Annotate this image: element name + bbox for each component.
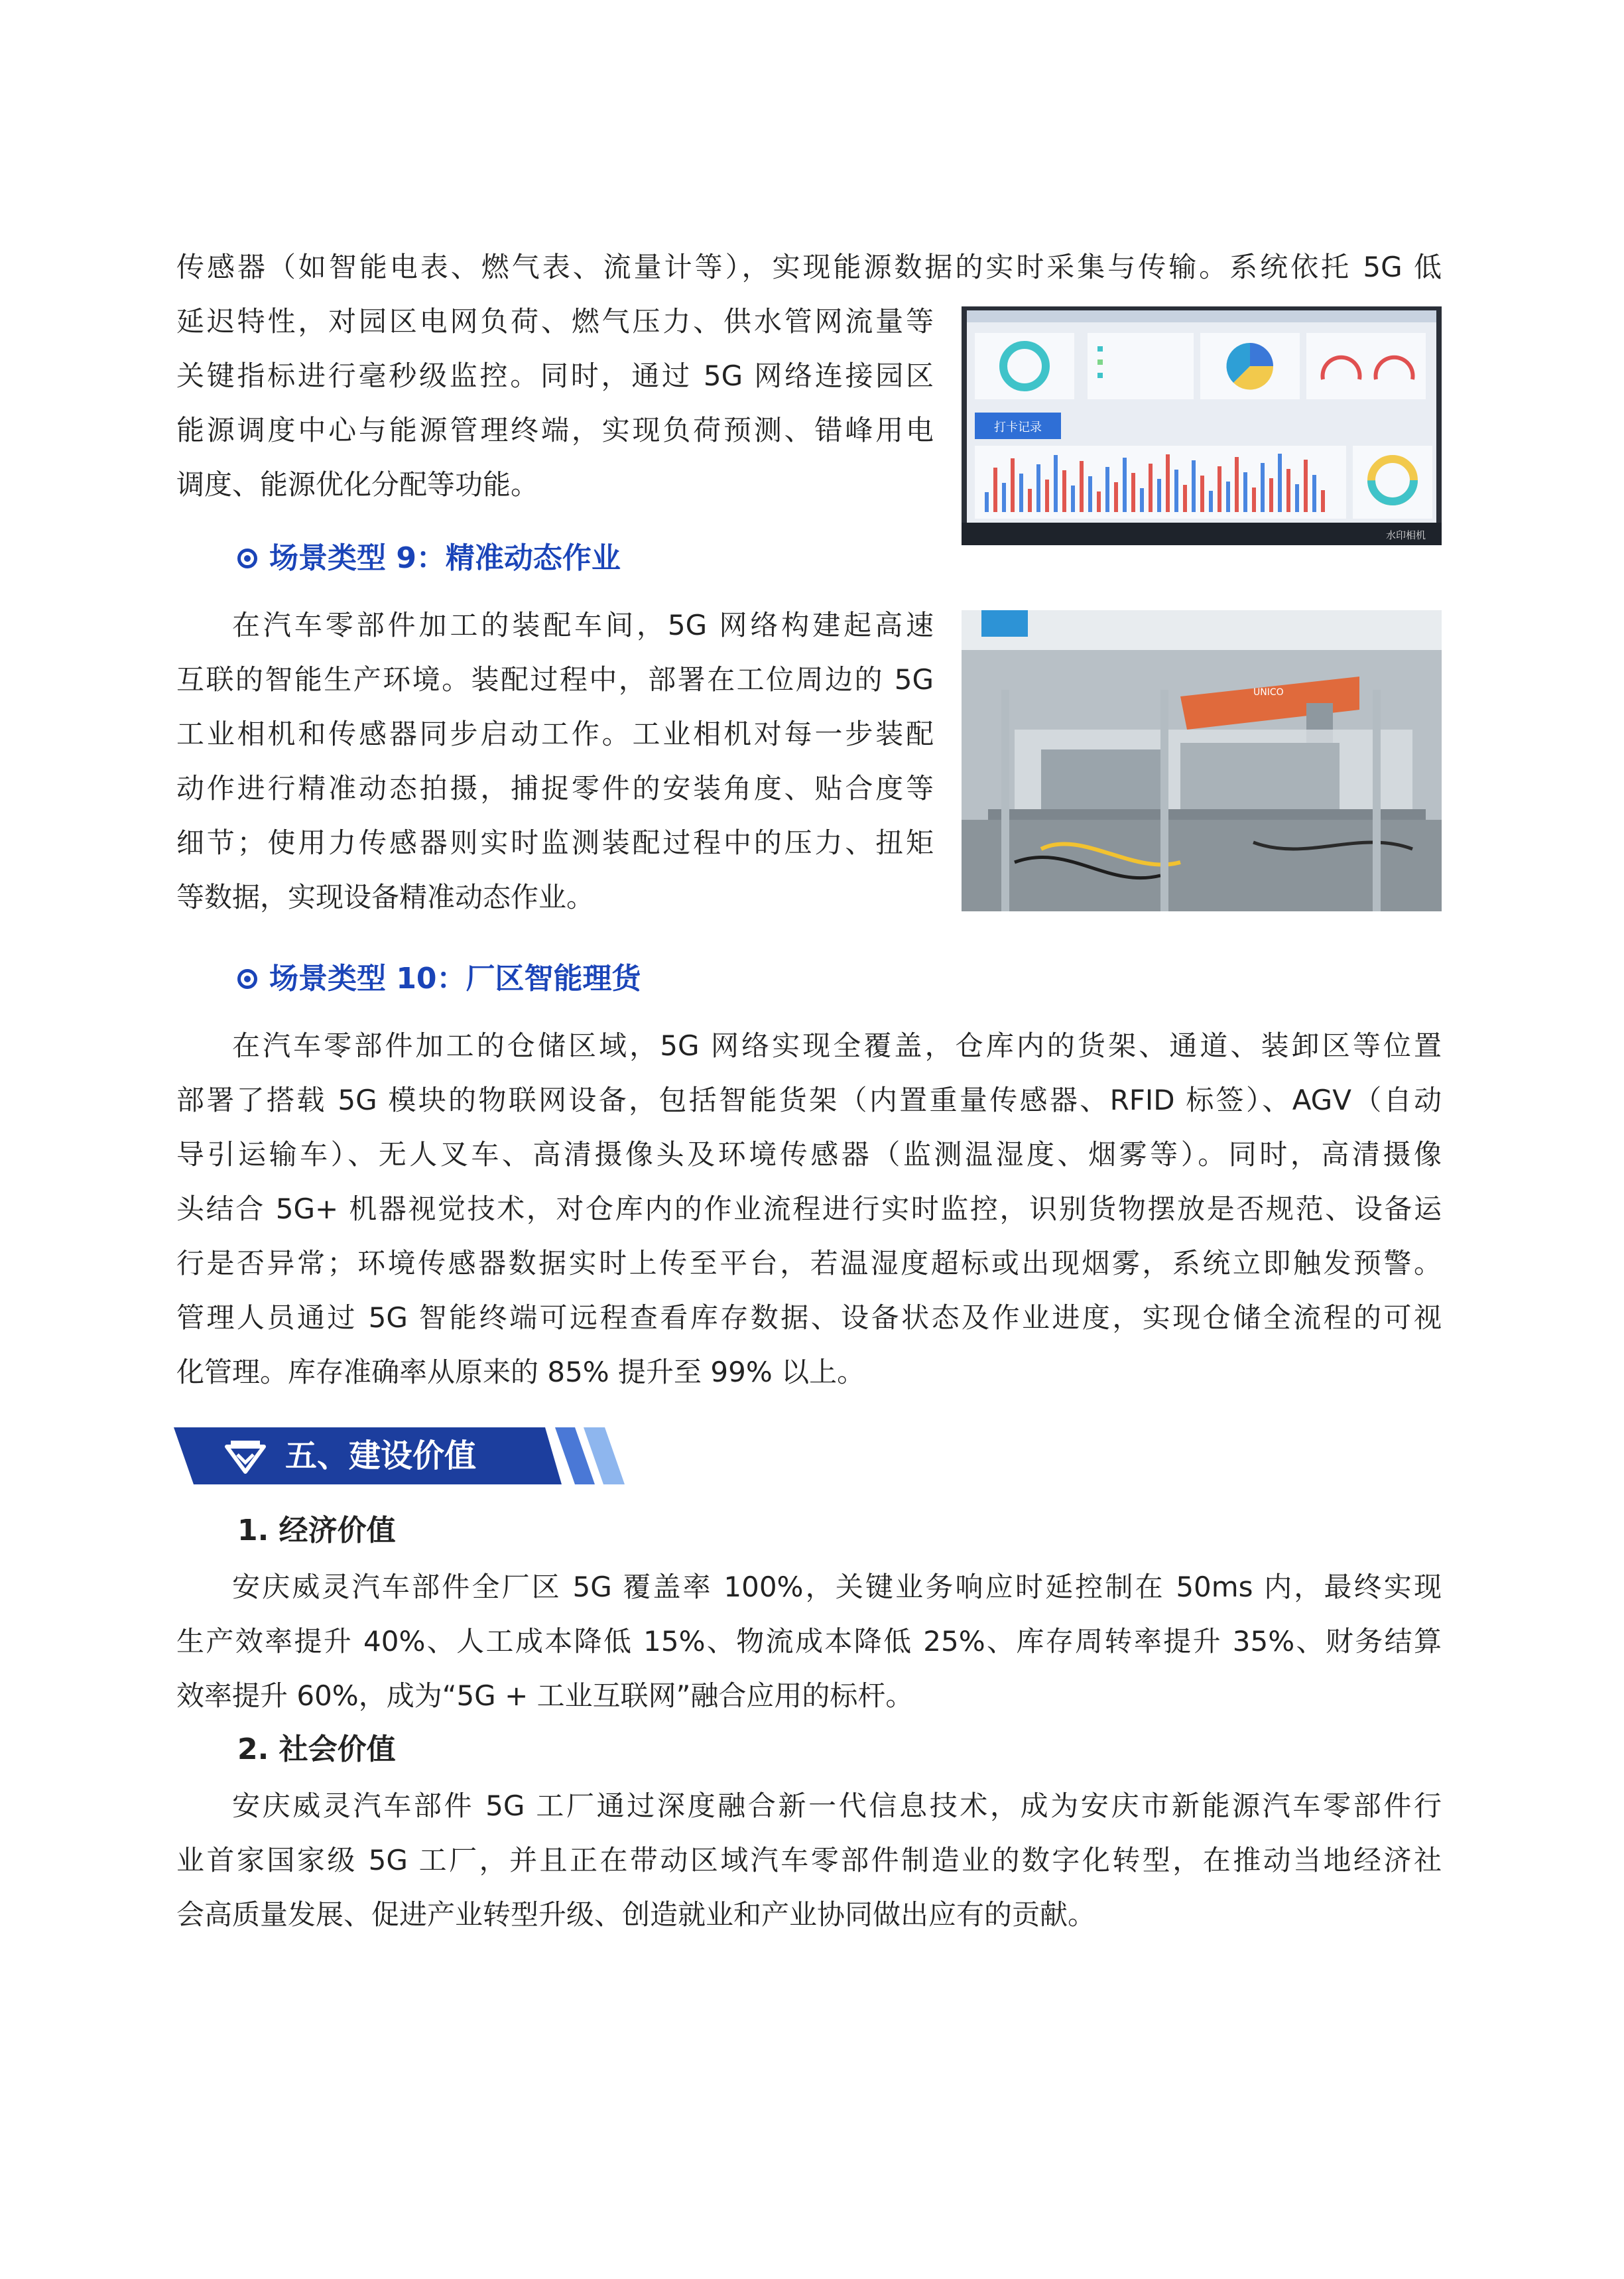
intro-line: 调度、能源优化分配等功能。 <box>176 468 539 501</box>
intro-line: 传感器（如智能电表、燃气表、流量计等），实现能源数据的实时采集与传输。系统依托 5G 低 <box>176 251 1442 283</box>
dashboard-bar <box>1157 479 1161 512</box>
intro-line: 关键指标进行毫秒级监控。同时，通过 5G 网络连接园区 <box>176 359 934 392</box>
dashboard-bar <box>1088 476 1092 512</box>
assembly-drawing <box>962 610 1442 911</box>
dashboard-bar <box>1019 474 1023 512</box>
dashboard-bar <box>1192 460 1196 512</box>
dashboard-bar <box>993 468 997 512</box>
energy-dashboard-photo <box>962 306 1442 545</box>
dashboard-bar <box>1123 458 1127 512</box>
dashboard-bar <box>1097 491 1101 512</box>
dashboard-bar <box>1200 476 1204 512</box>
dashboard-bar <box>1278 454 1282 512</box>
economic-line: 安庆威灵汽车部件全厂区 5G 覆盖率 100%，关键业务响应时延控制在 50ms 内，最终实现 <box>232 1571 1442 1603</box>
scene9-line: 细节；使用力传感器则实时监测装配过程中的压力、扭矩 <box>176 826 934 859</box>
economic-line: 生产效率提升 40%、人工成本降低 15%、物流成本降低 25%、库存周转率提升 35%、财务结算 <box>176 1625 1442 1658</box>
dashboard-drawing <box>962 306 1442 545</box>
scene9-heading <box>237 539 621 578</box>
dashboard-bar <box>1105 467 1109 512</box>
social-line: 安庆威灵汽车部件 5G 工厂通过深度融合新一代信息技术，成为安庆市新能源汽车零部件行 <box>232 1790 1442 1822</box>
dashboard-bar <box>1321 490 1325 512</box>
dashboard-bar <box>1295 484 1299 512</box>
dashboard-bar <box>1080 461 1084 512</box>
social-value-heading: 2. 社会价值 <box>237 1732 396 1766</box>
scene10-line: 管理人员通过 5G 智能终端可远程查看库存数据、设备状态及作业进度，实现仓储全流程的可视 <box>176 1301 1442 1334</box>
target-bullet-icon <box>237 969 257 989</box>
dashboard-bar <box>1261 463 1265 512</box>
target-bullet-icon <box>237 549 257 568</box>
scene10-line: 行是否异常；环境传感器数据实时上传至平台，若温湿度超标或出现烟雾，系统立即触发预警。 <box>176 1247 1442 1279</box>
scene10-line: 导引运输车）、无人叉车、高清摄像头及环境传感器（监测温湿度、烟雾等）。同时，高清摄像 <box>176 1138 1442 1171</box>
dashboard-bar <box>1174 470 1178 512</box>
section-title: 五、建设价值 <box>285 1437 477 1474</box>
dashboard-bar <box>1235 457 1239 512</box>
scene9-heading-text: 场景类型 9：精准动态作业 <box>269 541 621 575</box>
dashboard-bar <box>1002 483 1006 512</box>
robot-label: UNICO <box>1253 687 1284 698</box>
social-line: 业首家国家级 5G 工厂，并且正在带动区域汽车零部件制造业的数字化转型，在推动当地经济社 <box>176 1844 1442 1876</box>
scene10-line: 化管理。库存准确率从原来的 85% 提升至 99% 以上。 <box>176 1356 865 1388</box>
dashboard-bar <box>1036 464 1040 512</box>
dashboard-bar <box>1226 482 1230 512</box>
scene9-line: 互联的智能生产环境。装配过程中，部署在工位周边的 5G <box>176 663 934 696</box>
dashboard-bar <box>1114 482 1118 512</box>
dashboard-bar <box>1140 488 1144 512</box>
dashboard-bar <box>1312 475 1316 512</box>
scene9-line: 在汽车零部件加工的装配车间，5G 网络构建起高速 <box>232 609 934 641</box>
watermark: 水印相机 <box>1385 529 1426 541</box>
dashboard-bar <box>1166 454 1170 512</box>
dashboard-bar <box>1183 485 1187 512</box>
dashboard-bar <box>1209 491 1213 512</box>
dashboard-bar <box>1243 472 1247 512</box>
dashboard-bar <box>1304 460 1308 512</box>
panel-label: 打卡记录 <box>994 421 1042 434</box>
intro-line: 能源调度中心与能源管理终端，实现负荷预测、错峰用电 <box>176 414 934 446</box>
dashboard-bar <box>1218 466 1221 512</box>
scene10-heading-text: 场景类型 10：厂区智能理货 <box>269 962 641 996</box>
dashboard-bar <box>1252 488 1256 512</box>
scene9-line: 动作进行精准动态拍摄，捕捉零件的安装角度、贴合度等 <box>176 772 934 805</box>
dashboard-bar <box>1269 478 1273 512</box>
dashboard-bar <box>1028 489 1032 512</box>
dashboard-bar <box>985 492 989 512</box>
dashboard-bar <box>1131 473 1135 512</box>
economic-line: 效率提升 60%，成为“5G + 工业互联网”融合应用的标杆。 <box>176 1679 914 1712</box>
scene10-heading <box>237 959 641 999</box>
scene9-line: 工业相机和传感器同步启动工作。工业相机对每一步装配 <box>176 718 934 750</box>
scene10-line: 在汽车零部件加工的仓储区域，5G 网络实现全覆盖，仓库内的货架、通道、装卸区等位置 <box>232 1029 1442 1062</box>
dashboard-bar <box>1071 486 1075 512</box>
dashboard-bar <box>1054 455 1058 512</box>
dashboard-bar <box>1045 480 1049 512</box>
scene9-line: 等数据，实现设备精准动态作业。 <box>176 881 595 913</box>
intro-line: 延迟特性，对园区电网负荷、燃气压力、供水管网流量等 <box>176 305 934 338</box>
dashboard-bar <box>1149 464 1153 512</box>
assembly-line-photo <box>962 610 1442 911</box>
economic-value-heading: 1. 经济价值 <box>237 1514 396 1547</box>
dashboard-bar <box>1011 458 1015 512</box>
scene10-line: 头结合 5G+ 机器视觉技术，对仓库内的作业流程进行实时监控，识别货物摆放是否规范、设备运 <box>176 1193 1442 1225</box>
dashboard-bar <box>1062 470 1066 512</box>
scene10-line: 部署了搭载 5G 模块的物联网设备，包括智能货架（内置重量传感器、RFID 标签）、AGV（自动 <box>176 1084 1442 1116</box>
dashboard-bar <box>1286 469 1290 512</box>
social-line: 会高质量发展、促进产业转型升级、创造就业和产业协同做出应有的贡献。 <box>176 1898 1096 1931</box>
